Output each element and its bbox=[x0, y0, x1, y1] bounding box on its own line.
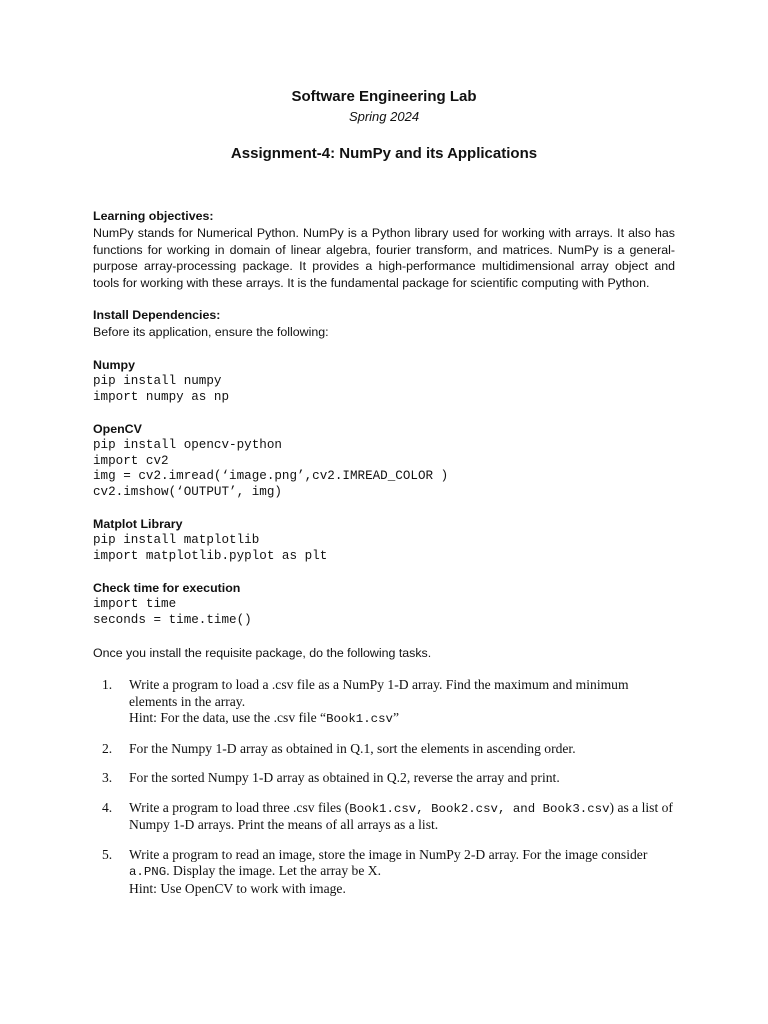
code-line: import matplotlib.pyplot as plt bbox=[93, 548, 328, 563]
assignment-title: Assignment-4: NumPy and its Applications bbox=[230, 145, 538, 162]
code-line: pip install opencv-python bbox=[93, 438, 282, 453]
code-line: img = cv2.imread(‘image.png’,cv2.IMREAD_COLOR ) bbox=[93, 469, 449, 484]
section-heading: Check time for execution bbox=[93, 581, 241, 596]
document-body bbox=[93, 208, 675, 910]
learning-objectives-paragraph: NumPy stands for Numerical Python. NumPy is a Python library used for working with arrays. It also has functions for working in domain of linear algebra, fourier transform, and matrices. NumPy is a general-purpose array-processing package. It provides a high-performance multidimensional array object and tools for working with these arrays. It is the fundamental package for scientific computing with Python. bbox=[93, 226, 675, 290]
inline-code: a.PNG bbox=[129, 865, 167, 880]
inline-code: Book1.csv, Book2.csv, and Book3.csv bbox=[349, 801, 610, 816]
inline-code: Book1.csv bbox=[326, 712, 393, 727]
matplotlib-section bbox=[93, 516, 675, 564]
task-item bbox=[93, 770, 675, 787]
task-item bbox=[93, 800, 675, 834]
install-dependencies-heading: Install Dependencies: bbox=[93, 308, 221, 323]
course-title: Software Engineering Lab bbox=[291, 88, 477, 105]
opencv-section bbox=[93, 421, 675, 500]
learning-objectives-heading: Learning objectives: bbox=[93, 209, 214, 223]
section-heading: Numpy bbox=[93, 358, 135, 373]
code-line: pip install matplotlib bbox=[93, 533, 260, 548]
task-item bbox=[93, 677, 675, 728]
task-number: 3. bbox=[102, 770, 113, 786]
numpy-section bbox=[93, 357, 675, 405]
timing-section bbox=[93, 580, 675, 628]
task-text: For the Numpy 1-D array as obtained in Q.1, sort the elements in ascending order. bbox=[129, 740, 576, 756]
task-text: Write a program to load a .csv file as a NumPy 1-D array. Find the maximum and minimum elements in the array. bbox=[129, 677, 629, 709]
code-line: import cv2 bbox=[93, 453, 169, 468]
task-hint: Hint: Use OpenCV to work with image. bbox=[129, 880, 346, 896]
task-number: 1. bbox=[102, 677, 113, 693]
code-line: import numpy as np bbox=[93, 389, 230, 404]
task-text: Write a program to read an image, store the image in NumPy 2-D array. For the image consider a.PNG. Display the image. Let the array be X. bbox=[129, 846, 648, 880]
task-item bbox=[93, 847, 675, 898]
task-number: 5. bbox=[102, 846, 113, 862]
install-intro-text: Before its application, ensure the following: bbox=[93, 325, 329, 340]
code-line: pip install numpy bbox=[93, 374, 222, 389]
code-line: import time bbox=[93, 597, 177, 612]
task-number: 2. bbox=[102, 740, 113, 756]
task-number: 4. bbox=[102, 799, 113, 815]
task-list bbox=[93, 677, 675, 897]
section-heading: Matplot Library bbox=[93, 517, 183, 532]
task-hint: Hint: For the data, use the .csv file “Book1.csv” bbox=[129, 710, 400, 727]
task-text: For the sorted Numpy 1-D array as obtained in Q.2, reverse the array and print. bbox=[129, 770, 560, 786]
code-line: seconds = time.time() bbox=[93, 612, 252, 627]
task-item bbox=[93, 741, 675, 758]
tasks-intro-text: Once you install the requisite package, do the following tasks. bbox=[93, 646, 432, 661]
code-line: cv2.imshow(‘OUTPUT’, img) bbox=[93, 484, 282, 499]
semester-label: Spring 2024 bbox=[348, 109, 420, 124]
task-text: Write a program to load three .csv files (Book1.csv, Book2.csv, and Book3.csv) as a list of Numpy 1-D arrays. Print the means of all arrays as a list. bbox=[129, 799, 673, 833]
section-heading: OpenCV bbox=[93, 422, 142, 437]
